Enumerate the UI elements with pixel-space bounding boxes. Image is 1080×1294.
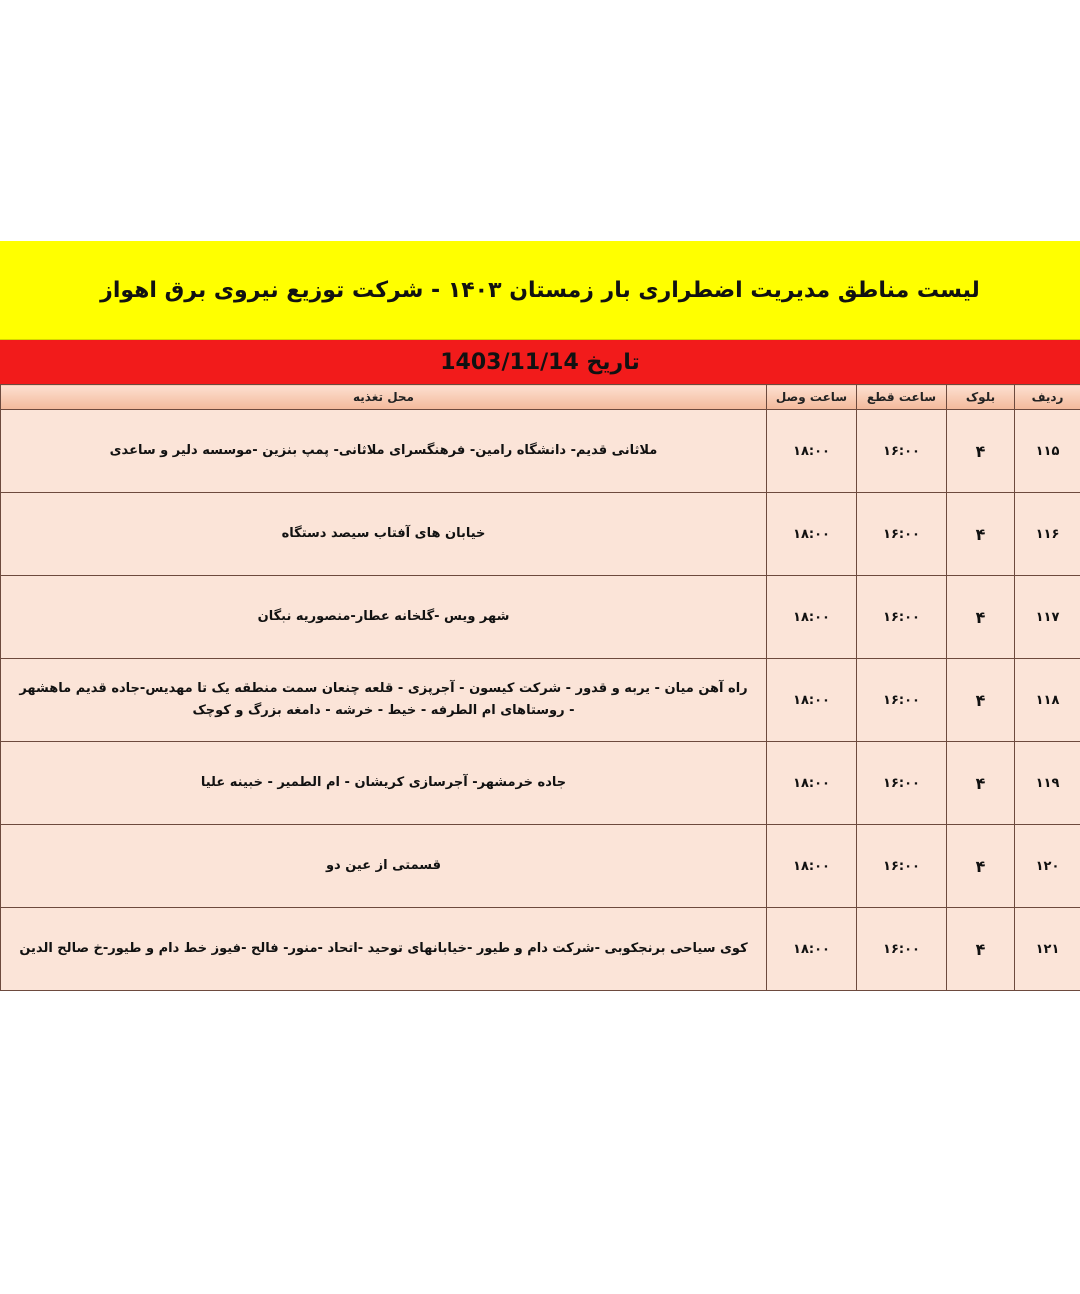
area-cell: راه آهن میان - یربه و قدور - شرکت کیسون - آجرپزی - قلعه چنعان سمت منطقه یک تا مهدیس-جاده قدیم ماهشهر - روستاهای ام الطرفه - خیط - خرشه - دامغه بزرگ و کوچک	[1, 659, 767, 742]
row-number-cell: ۱۱۹	[1015, 742, 1080, 825]
cut-time-cell: ۱۶:۰۰	[857, 659, 947, 742]
connect-time-cell: ۱۸:۰۰	[767, 493, 857, 576]
table-row	[1, 742, 1080, 825]
area-cell: شهر ویس -گلخانه عطار-منصوریه نبگان	[1, 576, 767, 659]
outage-schedule-sheet	[0, 241, 1080, 991]
connect-time-cell: ۱۸:۰۰	[767, 659, 857, 742]
table-row	[1, 493, 1080, 576]
table-row	[1, 659, 1080, 742]
area-cell: جاده خرمشهر- آجرسازی کریشان - ام الطمیر - خبینه علیا	[1, 742, 767, 825]
header-area: محل تغذیه	[1, 385, 767, 410]
table-row	[1, 825, 1080, 908]
block-cell: ۴	[947, 576, 1015, 659]
cut-time-cell: ۱۶:۰۰	[857, 493, 947, 576]
connect-time-cell: ۱۸:۰۰	[767, 576, 857, 659]
table-row	[1, 410, 1080, 493]
row-number-cell: ۱۲۰	[1015, 825, 1080, 908]
cut-time-cell: ۱۶:۰۰	[857, 410, 947, 493]
area-cell: کوی سیاحی برنجکوبی -شرکت دام و طیور -خیابانهای توحید -اتحاد -منور- فالح -فیوز خط دام و طیور-خ صالح الدین	[1, 908, 767, 991]
date-label: تاریخ 1403/11/14	[440, 349, 640, 375]
page-title: لیست مناطق مدیریت اضطراری بار زمستان ۱۴۰۳ - شرکت توزیع نیروی برق اهواز	[100, 277, 980, 303]
row-number-cell: ۱۱۶	[1015, 493, 1080, 576]
block-cell: ۴	[947, 908, 1015, 991]
header-block: بلوک	[947, 385, 1015, 410]
connect-time-cell: ۱۸:۰۰	[767, 410, 857, 493]
title-banner	[0, 241, 1080, 340]
header-cut-time: ساعت قطع	[857, 385, 947, 410]
header-connect-time: ساعت وصل	[767, 385, 857, 410]
block-cell: ۴	[947, 825, 1015, 908]
connect-time-cell: ۱۸:۰۰	[767, 908, 857, 991]
area-cell: خیابان های آفتاب سیصد دستگاه	[1, 493, 767, 576]
connect-time-cell: ۱۸:۰۰	[767, 825, 857, 908]
block-cell: ۴	[947, 742, 1015, 825]
block-cell: ۴	[947, 493, 1015, 576]
outage-table	[0, 384, 1080, 991]
row-number-cell: ۱۲۱	[1015, 908, 1080, 991]
row-number-cell: ۱۱۵	[1015, 410, 1080, 493]
block-cell: ۴	[947, 659, 1015, 742]
table-row	[1, 576, 1080, 659]
block-cell: ۴	[947, 410, 1015, 493]
cut-time-cell: ۱۶:۰۰	[857, 908, 947, 991]
header-row-number: ردیف	[1015, 385, 1080, 410]
cut-time-cell: ۱۶:۰۰	[857, 825, 947, 908]
cut-time-cell: ۱۶:۰۰	[857, 742, 947, 825]
area-cell: قسمتی از عین دو	[1, 825, 767, 908]
area-cell: ملاثانی قدیم- دانشگاه رامین- فرهنگسرای ملاثانی- پمپ بنزین -موسسه دلیر و ساعدی	[1, 410, 767, 493]
cut-time-cell: ۱۶:۰۰	[857, 576, 947, 659]
table-row	[1, 908, 1080, 991]
connect-time-cell: ۱۸:۰۰	[767, 742, 857, 825]
row-number-cell: ۱۱۷	[1015, 576, 1080, 659]
table-header-row	[1, 385, 1080, 410]
row-number-cell: ۱۱۸	[1015, 659, 1080, 742]
date-banner	[0, 340, 1080, 384]
